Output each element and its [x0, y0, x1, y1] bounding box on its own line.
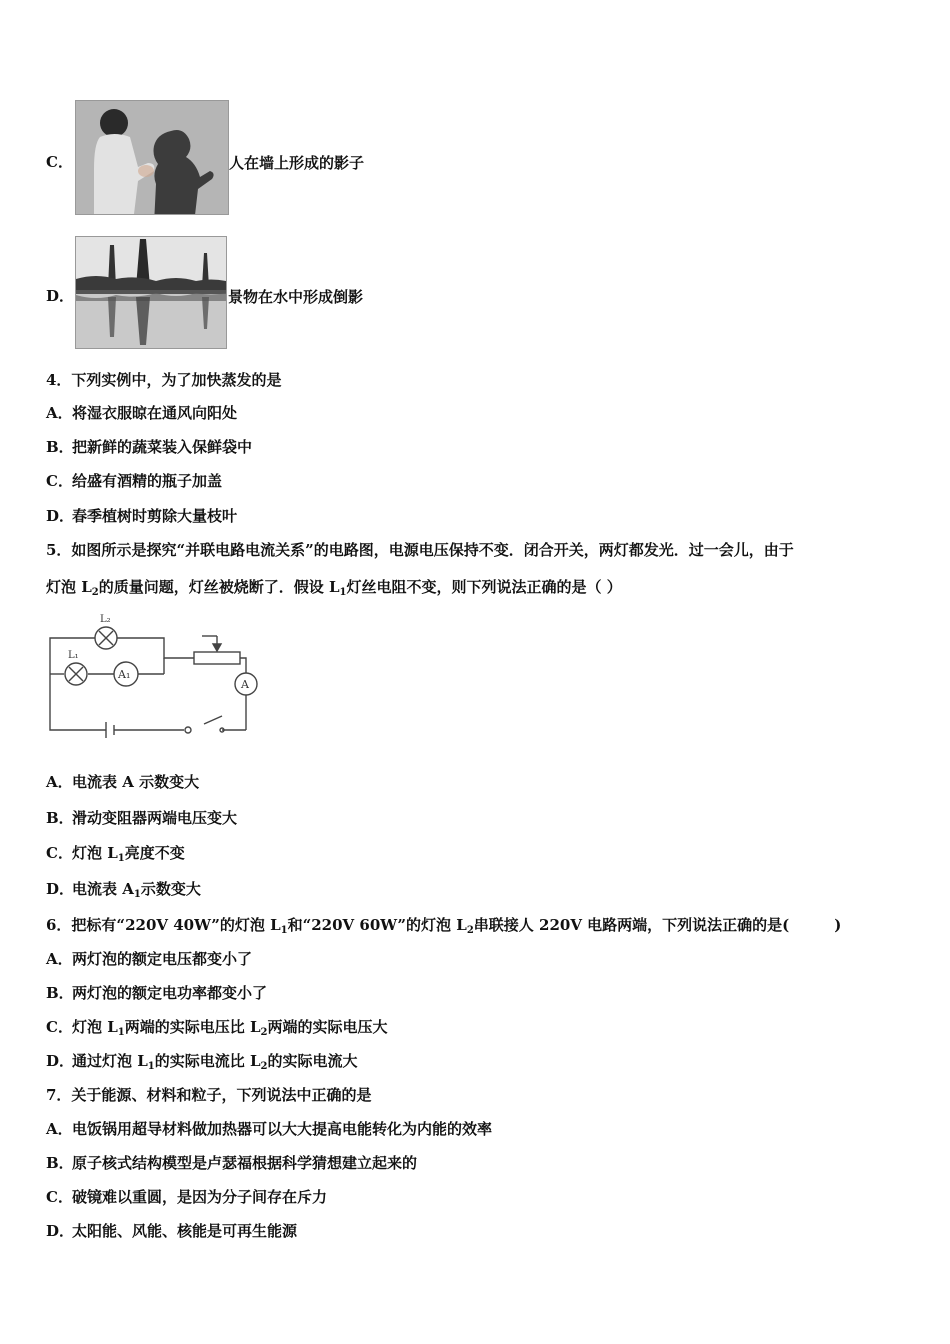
q7-option-a: A．电饭锅用超导材料做加热器可以大大提高电能转化为内能的效率 [46, 1120, 493, 1138]
lamp-l2-label: L₂ [100, 614, 111, 625]
q5-stem-line2: 灯泡 $L_2$的质量问题，灯丝被烧断了．假设 $L_1$灯丝电阻不变，则下列说法正确的是（ ） [46, 578, 622, 598]
q5-stem-line1: 5．如图所示是探究“并联电路电流关系”的电路图，电源电压保持不变．闭合开关，两灯都发光．过一会儿，由于 [46, 541, 794, 559]
reflection-photo [75, 236, 227, 349]
circuit-diagram [44, 612, 264, 744]
shadow-photo [75, 100, 229, 215]
q4-option-c: C．给盛有酒精的瓶子加盖 [46, 472, 223, 490]
q3-option-d-label: D． [46, 287, 75, 305]
q7-option-d: D．太阳能、风能、核能是可再生能源 [46, 1222, 298, 1240]
q5-option-a: A．电流表 A 示数变大 [46, 773, 200, 791]
ammeter-a1-label: A₁ [118, 668, 131, 681]
lamp-l2-icon [95, 627, 117, 649]
q3-option-c-label: C． [46, 153, 73, 171]
q6-stem: 6．把标有“220V 40W”的灯泡 $L_1$和“220V 60W”的灯泡 $L_2$串联接人 220V 电路两端，下列说法正确的是( ) [46, 916, 842, 936]
q3-option-d-caption: 景物在水中形成倒影 [228, 288, 364, 306]
q6-option-d: D．通过灯泡 $L_1$的实际电流比 $L_2$的实际电流大 [46, 1052, 358, 1072]
q7-stem: 7．关于能源、材料和粒子，下列说法中正确的是 [46, 1086, 372, 1104]
q4-option-a: A．将湿衣服晾在通风向阳处 [46, 404, 238, 422]
q5-option-c: C．灯泡 $L_1$亮度不变 [46, 844, 185, 864]
q7-option-c: C．破镜难以重圆，是因为分子间存在斥力 [46, 1188, 328, 1206]
q7-option-b: B．原子核式结构模型是卢瑟福根据科学猜想建立起来的 [46, 1154, 418, 1172]
q5-option-b: B．滑动变阻器两端电压变大 [46, 809, 238, 827]
ammeter-a-label: A [241, 678, 249, 691]
q4-option-b: B．把新鲜的蔬菜装入保鲜袋中 [46, 438, 253, 456]
q6-option-c: C．灯泡 $L_1$两端的实际电压比 $L_2$两端的实际电压大 [46, 1018, 388, 1038]
q6-option-a: A．两灯泡的额定电压都变小了 [46, 950, 253, 968]
q4-stem: 4．下列实例中，为了加快蒸发的是 [46, 371, 282, 389]
q3-option-c-caption: 人在墙上形成的影子 [229, 154, 365, 172]
q4-option-d: D．春季植树时剪除大量枝叶 [46, 507, 238, 525]
q5-option-d: D．电流表 $A_1$示数变大 [46, 880, 201, 900]
q6-option-b: B．两灯泡的额定电功率都变小了 [46, 984, 268, 1002]
lamp-l1-label: L₁ [68, 650, 79, 661]
lamp-l1-icon [65, 663, 87, 685]
